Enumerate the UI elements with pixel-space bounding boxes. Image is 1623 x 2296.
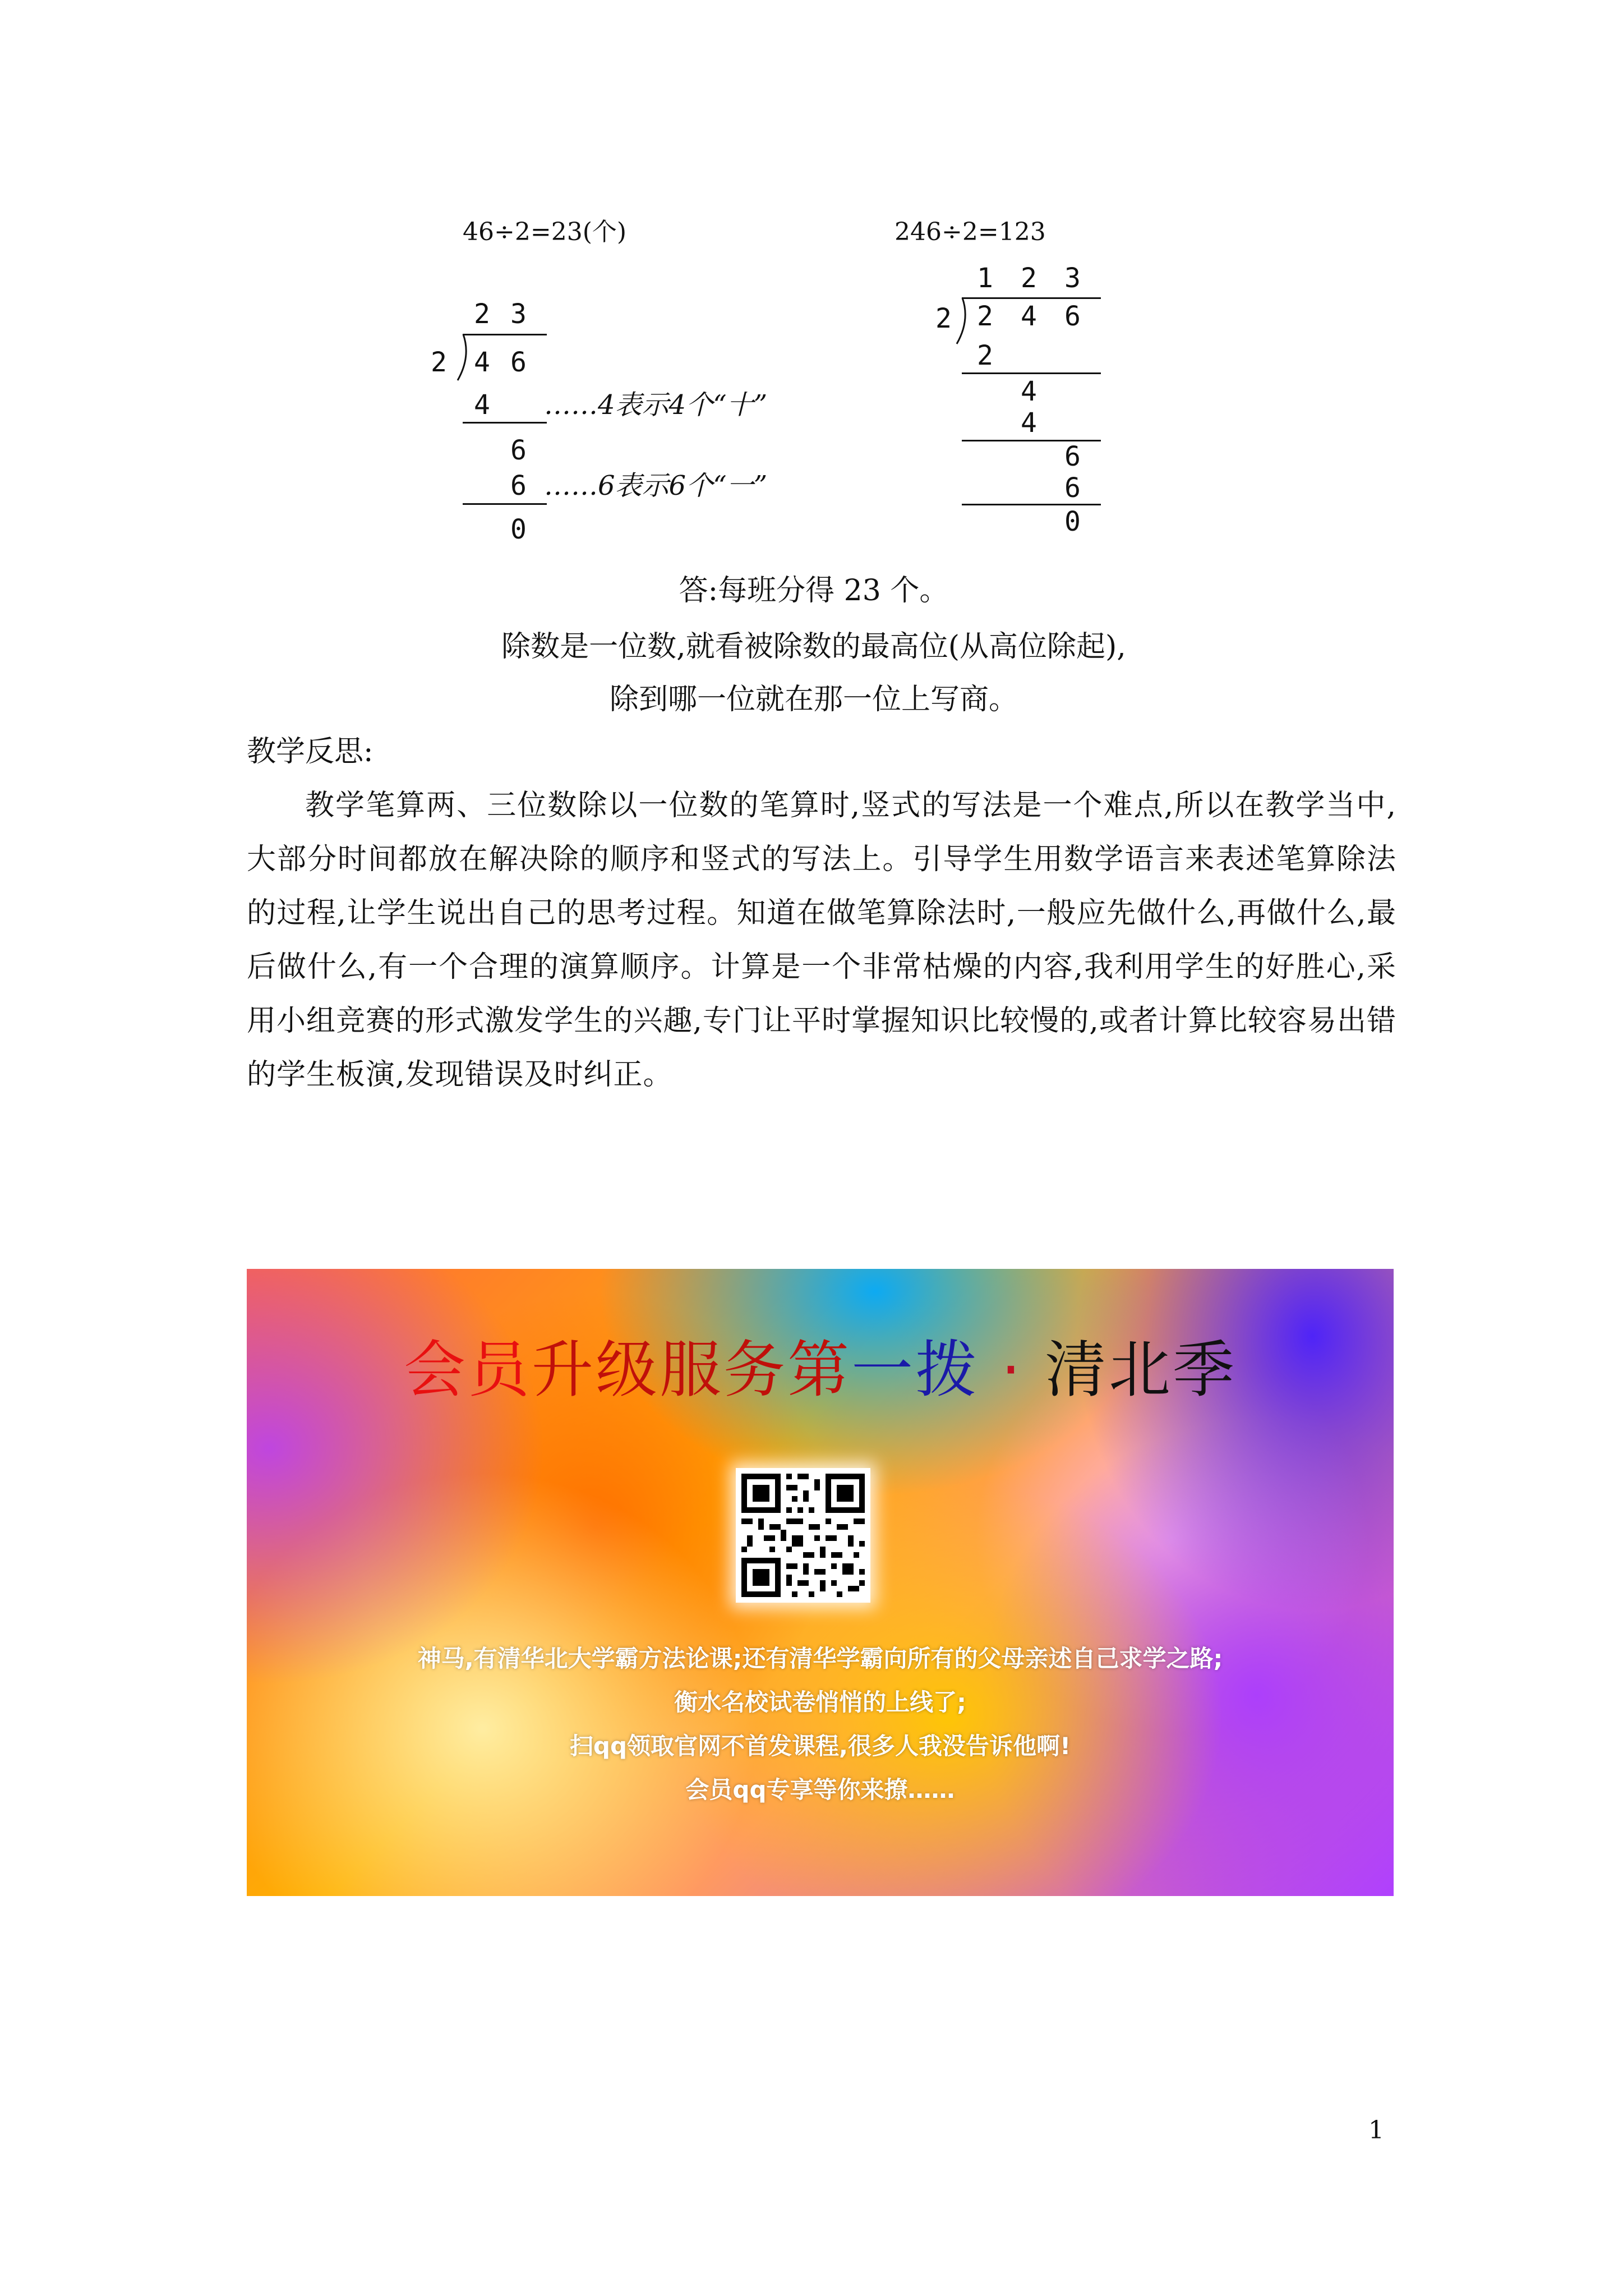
right-step3-product: 6 — [1064, 472, 1081, 504]
right-dividend-digit: 6 — [1064, 301, 1081, 332]
banner-text-line-1: 神马,有清华北大学霸方法论课;还有清华学霸向所有的父母亲述自己求学之路; — [417, 1645, 1223, 1672]
left-step1-note: ……4表示4个“十” — [544, 389, 768, 421]
right-quotient-digit: 2 — [1021, 263, 1037, 294]
left-step1-line — [463, 422, 547, 424]
right-step1-product: 2 — [977, 340, 993, 371]
left-equation: 46÷2=23(个) — [463, 218, 627, 246]
qr-code-icon[interactable] — [736, 1468, 870, 1603]
left-step1-product: 4 — [474, 389, 490, 421]
banner-title-part4: 清北季 — [1044, 1334, 1237, 1406]
right-division-bracket — [953, 297, 970, 345]
left-step2-remainder: 6 — [510, 435, 527, 466]
reflection-paragraph: 教学笔算两、三位数除以一位数的笔算时,竖式的写法是一个难点,所以在教学当中,大部分时间都放在解决除的顺序和竖式的写法上。引导学生用数学语言来表述笔算除法的过程,让学生说出自己的思考过程。知道在做笔算除法时,一般应先做什么,再做什么,最后做什么,有一个合理的演算顺序。计算是一个非常枯燥的内容,我利用学生的好胜心,采用小组竞赛的形式激发学生的兴趣,专门让平时掌握知识比较慢的,或者计算比较容易出错的学生板演,发现错误及时纠正。 — [247, 789, 1396, 1092]
right-step3-bring: 6 — [1064, 441, 1081, 472]
right-step1-line — [962, 372, 1101, 374]
left-dividend-digit: 6 — [510, 347, 527, 378]
left-final-remainder: 0 — [510, 514, 527, 545]
right-final-remainder: 0 — [1064, 506, 1081, 537]
right-step2-bring: 4 — [1021, 376, 1037, 407]
right-dividend-digit: 2 — [977, 301, 993, 332]
banner-text-line-4: 会员qq专享等你来撩…… — [685, 1776, 955, 1803]
banner-text-line-3: 扫qq领取官网不首发课程,很多人我没告诉他啊! — [569, 1732, 1071, 1760]
rule-line-2: 除到哪一位就在那一位上写商。 — [609, 683, 1018, 716]
promo-banner[interactable] — [247, 1269, 1394, 1896]
left-step2-note: ……6表示6个“一” — [544, 470, 768, 501]
banner-title-dot: · — [979, 1334, 1045, 1406]
left-quotient-digit: 2 — [474, 298, 490, 330]
right-step2-product: 4 — [1021, 407, 1037, 439]
right-dividend-digit: 4 — [1021, 301, 1037, 332]
banner-title — [247, 1331, 1394, 1409]
page-number: 1 — [1368, 2116, 1384, 2145]
left-division-bar — [463, 334, 547, 335]
banner-title-part1: 会员 — [404, 1334, 532, 1406]
banner-title-part3: 一拨 — [851, 1334, 980, 1406]
right-division-bar — [962, 297, 1101, 299]
right-quotient-digit: 3 — [1064, 263, 1081, 294]
left-dividend-digit: 4 — [474, 347, 490, 378]
answer-line: 答:每班分得 23 个。 — [679, 574, 949, 608]
left-step2-line — [463, 503, 547, 505]
rule-line-1: 除数是一位数,就看被除数的最高位(从高位除起), — [501, 630, 1126, 664]
right-equation: 246÷2=123 — [895, 218, 1046, 246]
left-divisor: 2 — [431, 347, 447, 378]
right-quotient-digit: 1 — [977, 263, 993, 294]
banner-text-line-2: 衡水名校试卷悄悄的上线了; — [674, 1688, 966, 1716]
left-step2-product: 6 — [510, 470, 527, 501]
right-divisor: 2 — [935, 303, 952, 334]
banner-title-part2: 升级服务第 — [532, 1334, 852, 1406]
reflection-heading: 教学反思: — [247, 735, 374, 769]
left-quotient-digit: 3 — [510, 298, 527, 330]
left-division-bracket — [454, 333, 471, 381]
right-step3-line — [962, 504, 1101, 505]
